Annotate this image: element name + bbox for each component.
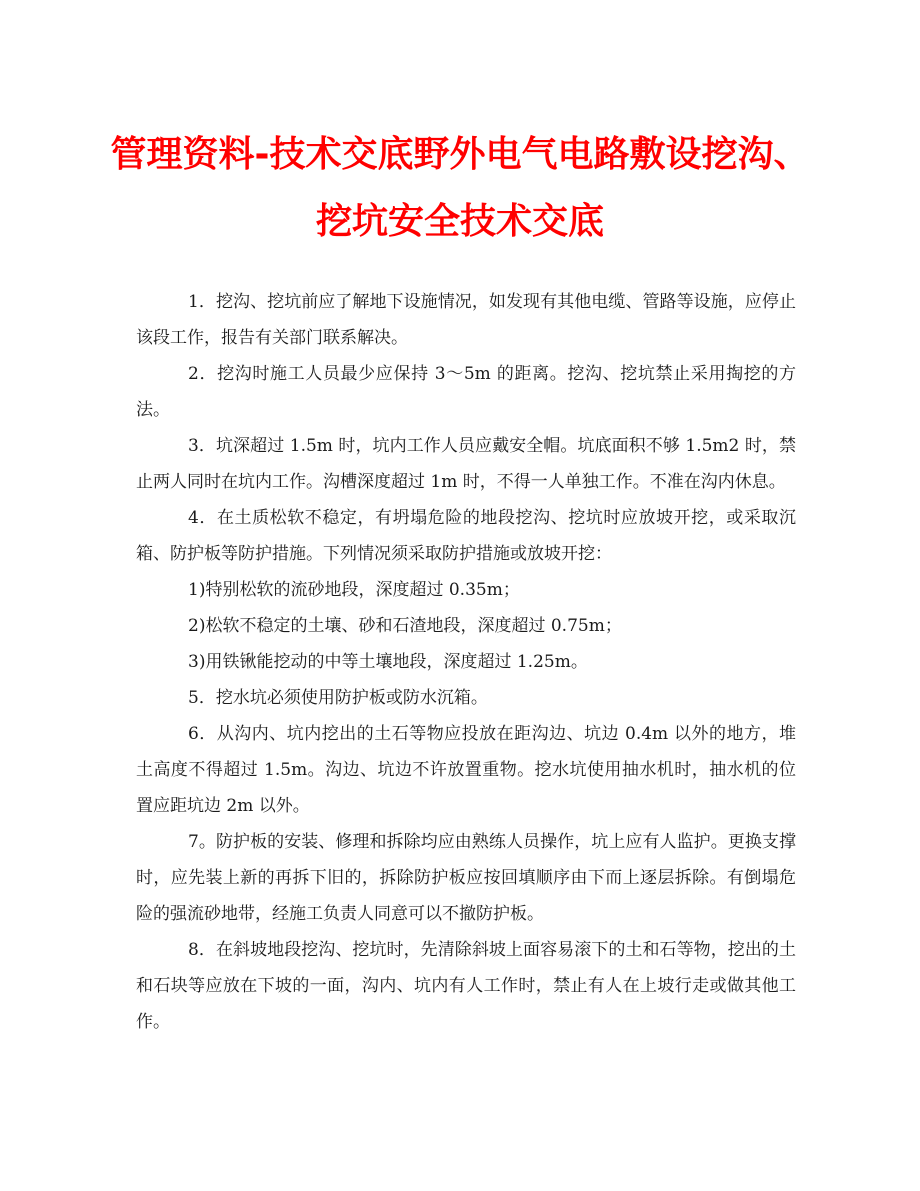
paragraph-4: 4．在土质松软不稳定，有坍塌危险的地段挖沟、挖坑时应放坡开挖，或采取沉箱、防护板等防护措施。下列情况须采取防护措施或放坡开挖： <box>136 508 796 564</box>
paragraph-4-item-1: 1)特别松软的流砂地段，深度超过 0.35m； <box>188 580 520 600</box>
paragraph-7: 7。防护板的安装、修理和拆除均应由熟练人员操作，坑上应有人监护。更换支撑时，应先装上新的再拆下旧的，拆除防护板应按回填顺序由下而上逐层拆除。有倒塌危险的强流砂地带，经施工负责人同意可以不撤防护板。 <box>136 832 796 924</box>
paragraph-2: 2．挖沟时施工人员最少应保持 3～5m 的距离。挖沟、挖坑禁止采用掏挖的方法。 <box>136 364 796 420</box>
paragraph-5: 5．挖水坑必须使用防护板或防水沉箱。 <box>188 688 488 708</box>
document-title-line-1: 管理资料-技术交底野外电气电路敷设挖沟、 <box>110 134 810 175</box>
paragraph-4-item-2: 2)松软不稳定的土壤、砂和石渣地段，深度超过 0.75m； <box>188 616 622 636</box>
document-body <box>136 284 796 1040</box>
paragraph-1: 1．挖沟、挖坑前应了解地下设施情况，如发现有其他电缆、管路等设施，应停止该段工作，报告有关部门联系解决。 <box>136 292 796 348</box>
paragraph-3: 3．坑深超过 1.5m 时，坑内工作人员应戴安全帽。坑底面积不够 1.5m2 时，禁止两人同时在坑内工作。沟槽深度超过 1m 时，不得一人单独工作。不准在沟内休息。 <box>136 436 796 492</box>
paragraph-8: 8．在斜坡地段挖沟、挖坑时，先清除斜坡上面容易滚下的土和石等物，挖出的土和石块等应放在下坡的一面，沟内、坑内有人工作时，禁止有人在上坡行走或做其他工作。 <box>136 940 796 1032</box>
paragraph-6: 6．从沟内、坑内挖出的土石等物应投放在距沟边、坑边 0.4m 以外的地方，堆土高度不得超过 1.5m。沟边、坑边不许放置重物。挖水坑使用抽水机时，抽水机的位置应距坑边 2m 以外。 <box>136 724 796 816</box>
document-title-line-2: 挖坑安全技术交底 <box>315 201 604 242</box>
paragraph-4-item-3: 3)用铁锹能挖动的中等土壤地段，深度超过 1.25m。 <box>188 652 588 672</box>
